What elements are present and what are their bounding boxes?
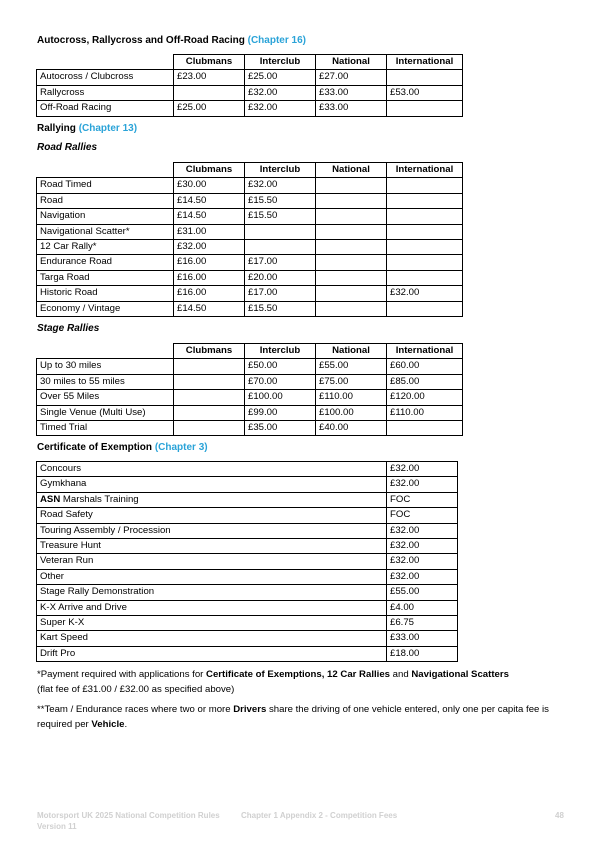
fee-cell [174, 359, 245, 374]
table-row [37, 616, 458, 631]
row-label [37, 569, 387, 584]
row-label: 30 miles to 55 miles [37, 374, 174, 389]
header-blank [37, 55, 174, 70]
label-text: Marshals Training [60, 493, 139, 505]
fee-cell: £33.00 [316, 85, 387, 100]
fee-cell: £25.00 [245, 70, 316, 85]
label-text: Drift Pro [40, 647, 76, 659]
label-text: Veteran Run [40, 555, 94, 567]
fee-cell [387, 101, 463, 116]
fee-cell [316, 270, 387, 285]
fee-cell [387, 270, 463, 285]
fee-cell: £120.00 [387, 390, 463, 405]
table-row [37, 523, 458, 538]
note-text: *Payment required with applications for [37, 669, 207, 680]
fee-cell [387, 70, 463, 85]
stage-rallies-fees-table [36, 343, 463, 436]
label-text: K-X Arrive and Drive [40, 601, 127, 613]
fee-cell: £14.50 [174, 193, 245, 208]
road-rallies-fees-table [36, 162, 463, 317]
fee-cell: £18.00 [387, 646, 458, 661]
fee-cell: £17.00 [245, 286, 316, 301]
table-row [37, 390, 463, 405]
fee-cell: £30.00 [174, 178, 245, 193]
fee-cell: £33.00 [387, 631, 458, 646]
fee-cell: FOC [387, 492, 458, 507]
fee-cell: £100.00 [245, 390, 316, 405]
fee-cell: £100.00 [316, 405, 387, 420]
row-label [37, 600, 387, 615]
fee-cell [245, 224, 316, 239]
fee-cell: £55.00 [316, 359, 387, 374]
header-international: International [387, 55, 463, 70]
exemption-fees-table [36, 461, 458, 662]
table-row [37, 569, 458, 584]
table-row [37, 101, 463, 116]
table-row [37, 193, 463, 208]
header-interclub: Interclub [245, 344, 316, 359]
fee-cell: £50.00 [245, 359, 316, 374]
header-clubmans: Clubmans [174, 344, 245, 359]
fee-cell: £99.00 [245, 405, 316, 420]
label-text: Road Safety [40, 509, 93, 521]
section-heading-exemption [37, 442, 208, 453]
header-international: International [387, 163, 463, 178]
fee-cell: £16.00 [174, 270, 245, 285]
note-text: **Team / Endurance races where two or more [37, 704, 234, 715]
chapter-link[interactable]: (Chapter 13) [78, 123, 138, 134]
autocross-fees-table [36, 54, 463, 117]
fee-cell [174, 421, 245, 436]
table-row [37, 646, 458, 661]
row-label [37, 631, 387, 646]
table-row [37, 255, 463, 270]
row-label: Over 55 Miles [37, 390, 174, 405]
fee-cell [174, 405, 245, 420]
note-payment [37, 667, 557, 697]
chapter-link[interactable]: (Chapter 3) [154, 442, 208, 453]
table-row [37, 70, 463, 85]
table-row [37, 85, 463, 100]
table-row [37, 301, 463, 316]
fee-cell: £40.00 [316, 421, 387, 436]
fee-cell: £70.00 [245, 374, 316, 389]
table-row [37, 477, 458, 492]
header-interclub: Interclub [245, 163, 316, 178]
header-interclub: Interclub [245, 55, 316, 70]
chapter-link[interactable]: (Chapter 16) [247, 35, 306, 46]
header-national: National [316, 344, 387, 359]
fee-cell: £85.00 [387, 374, 463, 389]
fee-cell: £16.00 [174, 286, 245, 301]
label-text: Super K-X [40, 617, 85, 629]
fee-cell: £27.00 [316, 70, 387, 85]
note-text: share the driving of one vehicle entered, only one per capita fee is required per [37, 704, 549, 730]
row-label: Up to 30 miles [37, 359, 174, 374]
note-bold: Navigational Scatters [411, 669, 509, 680]
row-label: Road [37, 193, 174, 208]
fee-cell: £32.00 [245, 101, 316, 116]
table-row [37, 224, 463, 239]
table-header-row [37, 163, 463, 178]
fee-cell: £32.00 [387, 523, 458, 538]
row-label: Off-Road Racing [37, 101, 174, 116]
heading-text: Autocross, Rallycross and Off-Road Racing [37, 35, 245, 46]
fee-cell [316, 255, 387, 270]
row-label: Economy / Vintage [37, 301, 174, 316]
label-text: Stage Rally Demonstration [40, 586, 155, 598]
note-bold: Drivers [233, 704, 267, 715]
fee-cell [174, 390, 245, 405]
fee-cell: £32.00 [174, 240, 245, 255]
table-row [37, 359, 463, 374]
fee-cell: £31.00 [174, 224, 245, 239]
footer-page-number: 48 [555, 811, 564, 820]
footer-section: Chapter 1 Appendix 2 - Competition Fees [241, 811, 398, 820]
fee-cell: £33.00 [316, 101, 387, 116]
table-row [37, 374, 463, 389]
table-row [37, 209, 463, 224]
fee-cell [316, 209, 387, 224]
label-text: Gymkhana [40, 478, 87, 490]
footer-title: Motorsport UK 2025 National Competition Rules [37, 811, 220, 820]
row-label: Historic Road [37, 286, 174, 301]
fee-cell [245, 240, 316, 255]
row-label: Autocross / Clubcross [37, 70, 174, 85]
heading-text: Certificate of Exemption [37, 442, 153, 453]
fee-cell: £15.50 [245, 209, 316, 224]
fee-cell: £32.00 [387, 539, 458, 554]
row-label: Endurance Road [37, 255, 174, 270]
fee-cell: £60.00 [387, 359, 463, 374]
footer-document-title [37, 811, 220, 832]
fee-cell: £110.00 [316, 390, 387, 405]
fee-cell: £55.00 [387, 585, 458, 600]
fee-cell [387, 421, 463, 436]
note-text: . [124, 719, 128, 730]
fee-cell: £110.00 [387, 405, 463, 420]
row-label [37, 554, 387, 569]
row-label: Navigation [37, 209, 174, 224]
header-blank [37, 163, 174, 178]
fee-cell: £17.00 [245, 255, 316, 270]
fee-cell: £32.00 [245, 85, 316, 100]
table-row [37, 421, 463, 436]
fee-cell [387, 209, 463, 224]
note-bold: Certificate of Exemptions, 12 Car Rallies [206, 669, 390, 680]
table-row [37, 631, 458, 646]
row-label: Rallycross [37, 85, 174, 100]
row-label [37, 539, 387, 554]
fee-cell: £32.00 [387, 477, 458, 492]
fee-cell [316, 286, 387, 301]
row-label [37, 508, 387, 523]
table-row [37, 492, 458, 507]
table-row [37, 508, 458, 523]
label-text: Kart Speed [40, 632, 89, 644]
fee-cell: £15.50 [245, 193, 316, 208]
footer-version: Version 11 [37, 821, 77, 831]
table-row [37, 539, 458, 554]
fee-cell: £4.00 [387, 600, 458, 615]
row-label [37, 585, 387, 600]
fee-cell [387, 193, 463, 208]
row-label [37, 477, 387, 492]
fee-cell [174, 374, 245, 389]
fee-cell [387, 301, 463, 316]
label-text: Touring Assembly / Procession [40, 524, 171, 536]
fee-cell: £53.00 [387, 85, 463, 100]
table-row [37, 286, 463, 301]
fee-cell: £20.00 [245, 270, 316, 285]
table-row [37, 405, 463, 420]
table-row [37, 585, 458, 600]
note-text: (flat fee of £31.00 / £32.00 as specified above) [37, 684, 235, 695]
section-heading-rallying [37, 123, 137, 134]
table-header-row [37, 55, 463, 70]
header-national: National [316, 163, 387, 178]
table-row [37, 270, 463, 285]
heading-text: Rallying [37, 123, 76, 134]
fee-cell [316, 240, 387, 255]
fee-cell [174, 85, 245, 100]
subheading-stage-rallies: Stage Rallies [37, 323, 100, 334]
table-row [37, 600, 458, 615]
note-team-endurance [37, 702, 557, 732]
row-label [37, 646, 387, 661]
table-row [37, 178, 463, 193]
fee-cell [387, 224, 463, 239]
fee-cell [316, 224, 387, 239]
row-label: Targa Road [37, 270, 174, 285]
fee-cell: £6.75 [387, 616, 458, 631]
table-row [37, 554, 458, 569]
fee-cell [387, 255, 463, 270]
header-international: International [387, 344, 463, 359]
row-label: Single Venue (Multi Use) [37, 405, 174, 420]
subheading-road-rallies: Road Rallies [37, 142, 98, 153]
table-row [37, 240, 463, 255]
row-label [37, 523, 387, 538]
table-row [37, 462, 458, 477]
fee-cell: £32.00 [245, 178, 316, 193]
fee-cell [316, 178, 387, 193]
fee-cell: £35.00 [245, 421, 316, 436]
fee-cell [387, 240, 463, 255]
row-label: Road Timed [37, 178, 174, 193]
fee-cell: £32.00 [387, 286, 463, 301]
fee-cell [316, 193, 387, 208]
row-label [37, 462, 387, 477]
label-text: Concours [40, 463, 82, 474]
fee-cell: £14.50 [174, 301, 245, 316]
fee-cell [387, 178, 463, 193]
header-national: National [316, 55, 387, 70]
label-text: Treasure Hunt [40, 540, 101, 552]
label-bold: ASN [40, 493, 61, 505]
note-text: and [390, 669, 412, 680]
header-clubmans: Clubmans [174, 163, 245, 178]
fee-cell: £14.50 [174, 209, 245, 224]
row-label [37, 492, 387, 507]
note-bold: Vehicle [91, 719, 125, 730]
fee-cell: £25.00 [174, 101, 245, 116]
fee-cell: £75.00 [316, 374, 387, 389]
fee-cell: £15.50 [245, 301, 316, 316]
table-header-row [37, 344, 463, 359]
header-clubmans: Clubmans [174, 55, 245, 70]
row-label: 12 Car Rally* [37, 240, 174, 255]
fee-cell [316, 301, 387, 316]
header-blank [37, 344, 174, 359]
fee-cell: £16.00 [174, 255, 245, 270]
section-heading-autocross [37, 35, 306, 46]
fee-cell: £32.00 [387, 554, 458, 569]
row-label: Timed Trial [37, 421, 174, 436]
row-label: Navigational Scatter* [37, 224, 174, 239]
row-label [37, 616, 387, 631]
fee-cell: £32.00 [387, 462, 458, 477]
fee-cell: £32.00 [387, 569, 458, 584]
label-text: Other [40, 570, 64, 582]
fee-cell: £23.00 [174, 70, 245, 85]
fee-cell: FOC [387, 508, 458, 523]
